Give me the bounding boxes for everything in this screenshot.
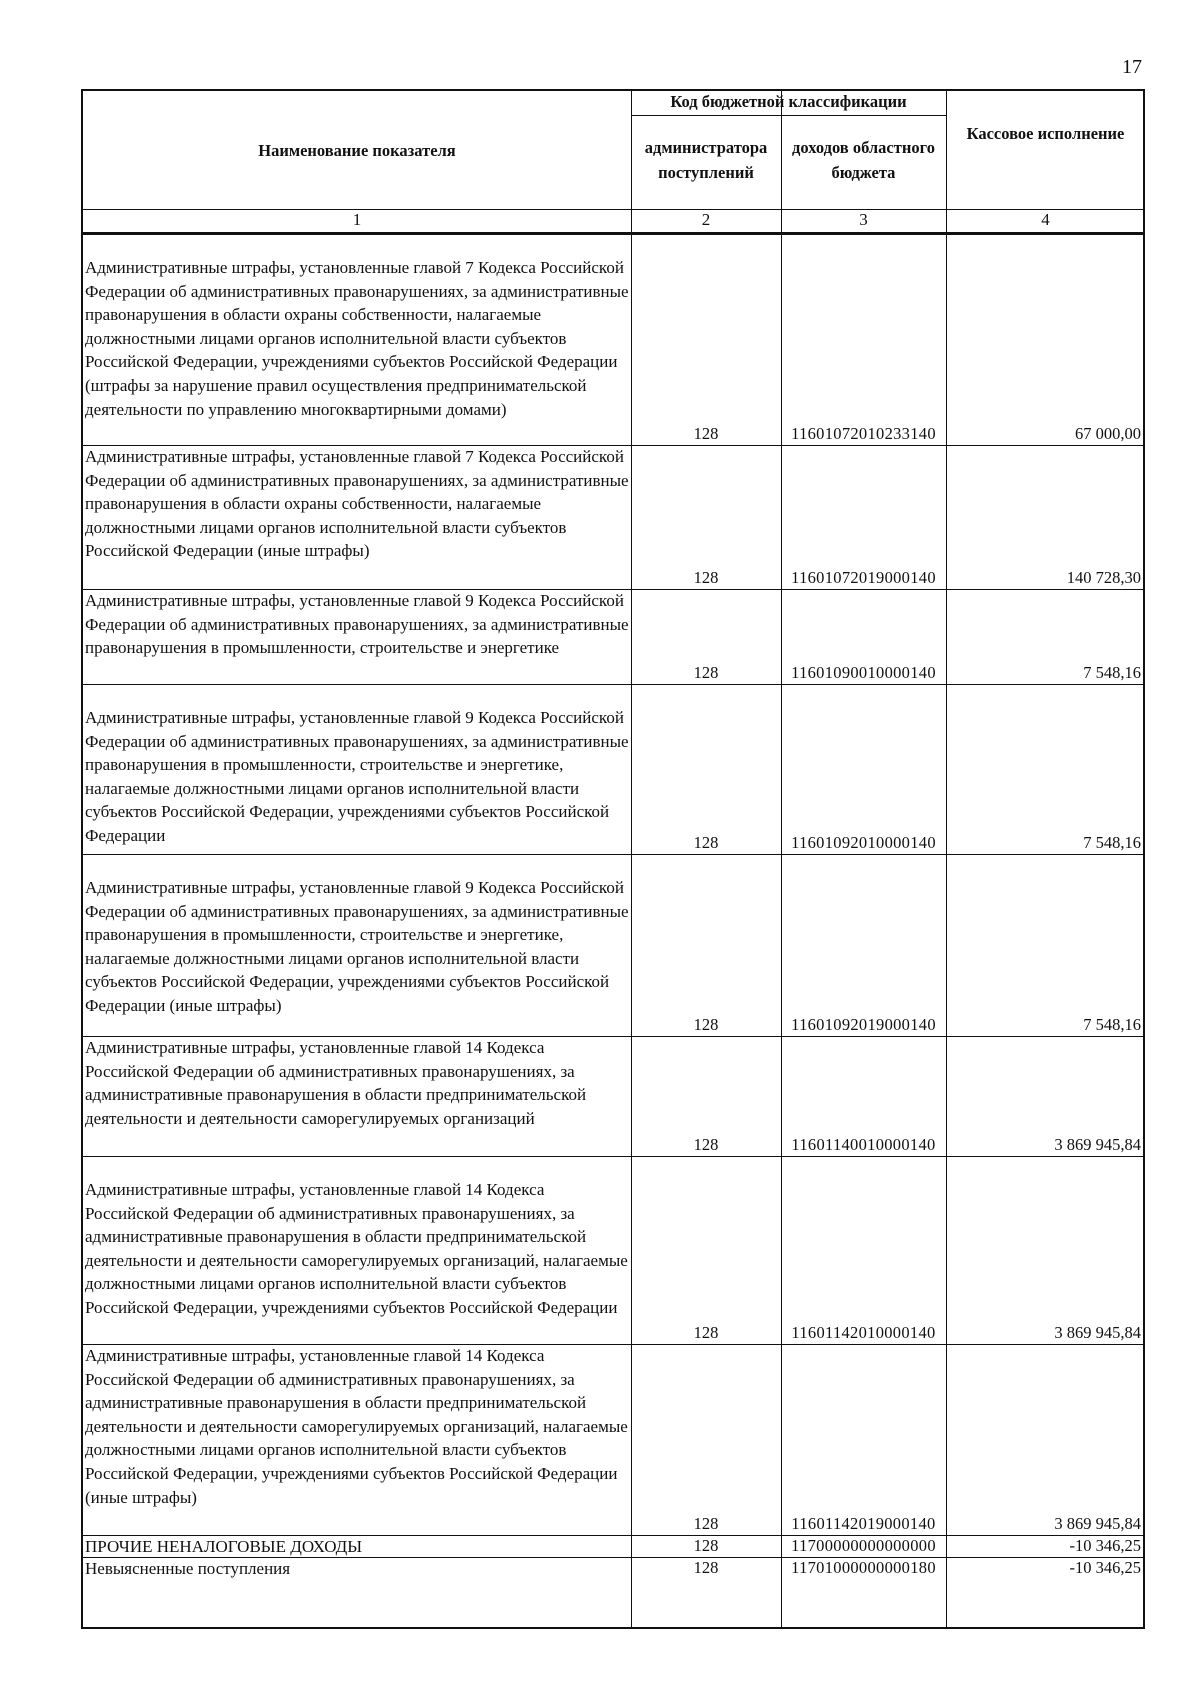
column-divider <box>781 91 782 1627</box>
row-name: Административные штрафы, установленные главой 9 Кодекса Российской Федерации об административных правонарушениях, за административные правонарушения в промышленности, строительстве и энергетике, налагаемые должностными лицами органов исполнительной власти субъектов Российской Федерации, учреждениями субъектов Российской Федерации (иные штрафы) <box>85 878 629 1015</box>
row-income-code: 11601092019000140 <box>791 1015 936 1034</box>
row-amount: 3 869 945,84 <box>1054 1135 1141 1154</box>
row-divider <box>83 1156 1143 1157</box>
row-admin-code: 128 <box>693 1015 719 1034</box>
row-amount: 67 000,00 <box>1075 424 1141 443</box>
row-admin-code: 128 <box>693 833 719 852</box>
row-income-code: 11601072010233140 <box>791 424 936 443</box>
row-name: Административные штрафы, установленные главой 7 Кодекса Российской Федерации об административных правонарушениях, за административные правонарушения в области охраны собственности, налагаемые должностными лицами органов исполнительной власти субъектов Российской Федерации, учреждениями субъектов Российской Федерации (штрафы за нарушение правил осуществления предпринимательской деятельности по управлению многоквартирными домами) <box>85 258 629 419</box>
row-admin-code: 128 <box>693 424 719 443</box>
col-number: 4 <box>1041 210 1050 229</box>
row-income-code: 11601140010000140 <box>791 1135 936 1154</box>
row-admin-code: 128 <box>693 1135 719 1154</box>
row-name: Административные штрафы, установленные главой 9 Кодекса Российской Федерации об административных правонарушениях, за административные правонарушения в промышленности, строительстве и энергетике <box>85 591 629 658</box>
row-amount: 3 869 945,84 <box>1054 1323 1141 1342</box>
row-name: ПРОЧИЕ НЕНАЛОГОВЫЕ ДОХОДЫ <box>85 1537 363 1556</box>
header-name-col: Наименование показателя <box>258 140 456 160</box>
row-name: Административные штрафы, установленные главой 14 Кодекса Российской Федерации об административных правонарушениях, за административные правонарушения в области предпринимательской деятельности и деятельности саморегулируемых организаций, налагаемые должностными лицами органов исполнительной власти субъектов Российской Федерации, учреждениями субъектов Российской Федерации <box>85 1180 628 1317</box>
row-admin-code: 128 <box>693 1536 719 1555</box>
row-income-code: 11601090010000140 <box>791 663 936 682</box>
header-income-col: доходов областного бюджета <box>792 138 935 182</box>
row-amount: 140 728,30 <box>1066 568 1141 587</box>
header-admin-col: администратора поступлений <box>644 138 768 182</box>
row-admin-code: 128 <box>693 1323 719 1342</box>
row-admin-code: 128 <box>693 568 719 587</box>
row-income-code: 11601092010000140 <box>791 833 936 852</box>
row-amount: 7 548,16 <box>1083 663 1141 682</box>
row-divider <box>83 684 1143 685</box>
row-amount: 3 869 945,84 <box>1054 1514 1141 1533</box>
row-income-code: 11701000000000180 <box>791 1558 936 1577</box>
column-divider <box>631 91 632 1627</box>
row-amount: 7 548,16 <box>1083 1015 1141 1034</box>
page-number: 17 <box>1122 56 1142 78</box>
row-income-code: 11700000000000000 <box>791 1536 936 1555</box>
row-name: Административные штрафы, установленные главой 14 Кодекса Российской Федерации об административных правонарушениях, за административные правонарушения в области предпринимательской деятельности и деятельности саморегулируемых организаций, налагаемые должностными лицами органов исполнительной власти субъектов Российской Федерации, учреждениями субъектов Российской Федерации (иные штрафы) <box>85 1346 628 1507</box>
row-name: Административные штрафы, установленные главой 9 Кодекса Российской Федерации об административных правонарушениях, за административные правонарушения в промышленности, строительстве и энергетике, налагаемые должностными лицами органов исполнительной власти субъектов Российской Федерации, учреждениями субъектов Российской Федерации <box>85 708 629 845</box>
budget-table <box>81 89 1145 1629</box>
row-amount: -10 346,25 <box>1069 1558 1141 1577</box>
col-number: 1 <box>352 210 362 229</box>
row-income-code: 11601142010000140 <box>791 1323 936 1342</box>
row-divider <box>83 854 1143 855</box>
row-amount: 7 548,16 <box>1083 833 1141 852</box>
row-admin-code: 128 <box>693 1558 719 1577</box>
col-number: 3 <box>859 210 868 229</box>
row-income-code: 11601072019000140 <box>791 568 936 587</box>
row-income-code: 11601142019000140 <box>791 1514 936 1533</box>
header-code-group: Код бюджетной классификации <box>631 91 946 116</box>
header-exec-col: Кассовое исполнение <box>966 124 1125 143</box>
row-admin-code: 128 <box>693 1514 719 1533</box>
row-name: Невыясненные поступления <box>85 1559 291 1578</box>
row-divider <box>83 232 1143 235</box>
row-name: Административные штрафы, установленные главой 7 Кодекса Российской Федерации об административных правонарушениях, за административные правонарушения в области охраны собственности, налагаемые должностными лицами органов исполнительной власти субъектов Российской Федерации (иные штрафы) <box>85 447 629 561</box>
row-name: Административные штрафы, установленные главой 14 Кодекса Российской Федерации об административных правонарушениях, за административные правонарушения в области предпринимательской деятельности и деятельности саморегулируемых организаций <box>85 1038 587 1128</box>
column-divider <box>946 91 947 1627</box>
row-admin-code: 128 <box>693 663 719 682</box>
row-amount: -10 346,25 <box>1069 1536 1141 1555</box>
col-number: 2 <box>701 210 711 229</box>
